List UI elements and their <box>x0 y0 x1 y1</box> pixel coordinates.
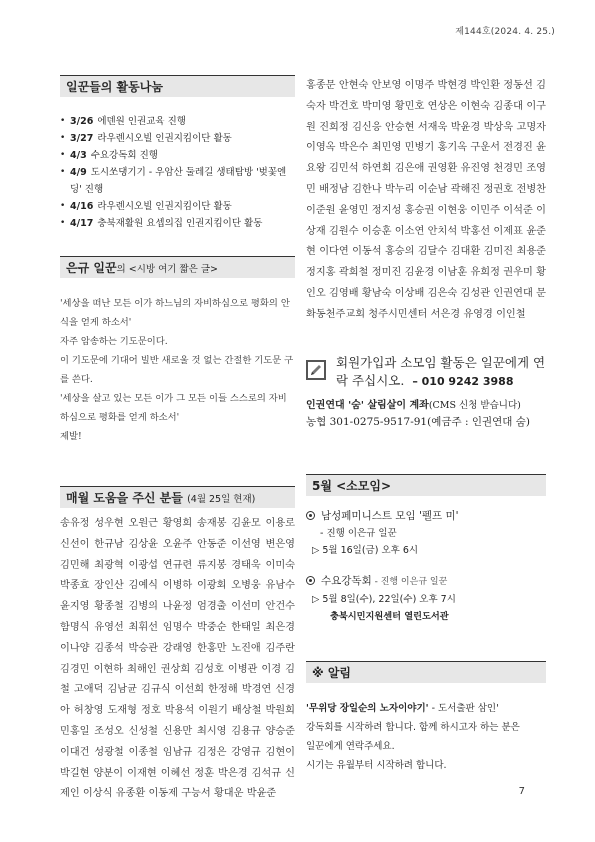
activity-item <box>60 130 295 147</box>
notice-headline-suffix: - 도서출판 삼인' <box>428 702 499 714</box>
activity-date: 4/9 <box>70 167 87 178</box>
meeting-name-row <box>306 573 546 591</box>
activity-date: 3/27 <box>70 133 94 144</box>
account-note: (CMS 신청 받습니다) <box>428 399 521 411</box>
activity-text: 도시쏘댕기기 - 우암산 둘레길 생태탐방 '벚꽃엔딩' 진행 <box>70 167 287 195</box>
activity-text: 라우렌시오빌 인권지킴이단 활동 <box>97 133 232 144</box>
account-label: 인권연대 '숨' 살림살이 계좌 <box>306 399 429 411</box>
issue-number: 제144호(2024. 4. 25.) <box>455 27 555 37</box>
meeting-name: 수요강독회 <box>321 574 372 587</box>
account-info <box>306 398 551 431</box>
activity-item <box>60 198 295 215</box>
activity-date: 4/16 <box>70 201 94 212</box>
activity-item <box>60 164 295 198</box>
activity-text: 수요강독회 진행 <box>90 150 158 161</box>
activity-date: 4/17 <box>70 218 94 229</box>
meeting-detail: ▷ 5월 8일(수), 22일(수) 오후 7시 <box>312 593 456 605</box>
activity-date: 4/3 <box>70 150 87 161</box>
promo-text: 회원가입과 소모임 활동은 일꾼에게 연락 주십시오. <box>336 354 546 388</box>
donors-header <box>60 486 295 508</box>
activities-header <box>60 75 295 97</box>
activity-date: 3/26 <box>70 116 94 127</box>
activity-item <box>60 215 295 232</box>
prayer-title-prefix: 은규 일꾼 <box>66 261 117 275</box>
notice-line: 강독회를 시작하려 합니다. 함께 하시고자 하는 분은 <box>306 721 520 733</box>
prayer-line: 이 기도문에 기대어 빌반 새로울 것 없는 간절한 기도문 구를 쓴다. <box>60 355 294 385</box>
meeting-detail: - 진행 이은규 일꾼 <box>320 527 397 539</box>
activities-list <box>60 113 295 232</box>
meetings-title: 5월 <소모임> <box>312 478 392 493</box>
meeting-item <box>306 508 546 559</box>
page-number: 7 <box>518 786 525 797</box>
prayer-line: 자주 암송하는 기도문이다. <box>60 336 168 347</box>
activities-title: 일꾼들의 활동나눔 <box>66 80 163 94</box>
donor-names: 송유정 성우현 오원근 황영희 송재봉 김윤모 이용로 신선이 한규남 김상윤 오윤주 안동준 이선영 변은영 김민해 최광혁 이광섭 연규련 류지봉 경태욱 이미숙 박종효 장인산 김예식 이병하 이광회 오병웅 유남수 윤지영 황종철 김병의 나윤정 엄경출 이선미 안건수 함명식 유영선 최휘선 임명수 박중순 한태일 최은경 이나양 김종석 박승관 강래영 한홍만 노진애 김주란 김경민 이현하 최해인 권상희 김성호 이병관 이경 김철 고애덕 김남균 김규식 이선희 한정해 박경연 신경아 허창영 도재형 정호 박용석 이원기 배상철 박원희 민홍일 조성오 신성철 신용만 최시영 김용규 양승준 이대건 성광철 이종철 임남규 김정은 강영규 김현이 박길현 양분이 이재현 이혜선 정훈 박은경 김석규 신제인 이상식 유종환 이동제 구능서 황대운 박윤준 <box>60 518 295 800</box>
notice-title: ※ 알림 <box>312 665 352 680</box>
meeting-location: 충북시민지원센터 열린도서관 <box>330 610 449 622</box>
activity-text: 에덴원 인권교육 진행 <box>97 116 186 127</box>
account-line: 농협 301-0275-9517-91(예금주 : 인권연대 숨) <box>306 415 530 428</box>
notice-body <box>306 699 546 775</box>
pencil-icon <box>306 360 326 380</box>
activity-item <box>60 147 295 164</box>
activity-item <box>60 113 295 130</box>
radio-dot-icon <box>306 576 315 585</box>
prayer-line: '세상을 떠난 모든 이가 하느님의 자비하심으로 평화의 안식을 얻게 하소서' <box>60 298 290 328</box>
notice-header <box>306 661 546 683</box>
promo-phone: – 010 9242 3988 <box>412 374 514 388</box>
prayer-title-suffix: <시방 여기 짧은 글> <box>128 264 218 275</box>
notice-line: 일꾼에게 연락주세요. <box>306 740 395 752</box>
meeting-name: 남성페미니스트 모임 '펠프 미' <box>321 509 459 522</box>
prayer-line: 제발! <box>60 431 82 442</box>
membership-promo <box>306 354 546 474</box>
notice-headline: '무위당 장일순의 노자이야기' <box>306 702 429 714</box>
right-column <box>306 76 546 775</box>
prayer-text <box>60 294 295 446</box>
meeting-item <box>306 573 546 625</box>
meetings-header <box>306 474 546 496</box>
meeting-sub: - 진행 이은규 일꾼 <box>371 576 448 587</box>
prayer-line: '세상을 살고 있는 모든 이가 그 모든 이들 스스로의 자비하심으로 평화를 얻게 하소서' <box>60 393 287 423</box>
left-column <box>60 75 295 805</box>
donor-names-continued: 홍종문 안현숙 안보영 이명주 박현경 박인환 정동선 김숙자 박건호 박미영 황민호 연상은 이현숙 김종대 이구원 진희정 김신응 안승현 서재욱 박윤경 박상욱 고명자 이영옥 박은수 최민영 민병기 홍기옥 구운서 전경진 윤요왕 김민석 하연희 김은애 권영환 유진영 천경민 조영민 배정남 김한나 박누리 이순남 곽해진 정권호 전병찬 이준원 윤영민 정지성 홍승권 이현웅 이민주 이석준 이상재 김원수 이승훈 이소연 안치석 박홍선 이제표 윤준현 이다연 이동석 홍승의 김달수 김대환 김미진 최용준 정지홍 곽희철 정미진 김윤경 이남훈 유희정 권우미 황인오 김영배 황남숙 이상배 김은숙 김성관 인권연대 문화동천주교회 청주시민센터 서은경 유영경 이인철 <box>306 80 546 320</box>
meeting-detail: ▷ 5월 16일(금) 오후 6시 <box>312 544 419 556</box>
donors-title: 매월 도움을 주신 분들 <box>66 491 183 505</box>
meetings-list <box>306 508 546 625</box>
notice-line: 시기는 유월부터 시작하려 합니다. <box>306 759 447 771</box>
promo-title <box>336 354 551 391</box>
donors-date-note: (4월 25일 현재) <box>187 494 256 505</box>
meeting-name-row <box>306 508 546 525</box>
prayer-header <box>60 256 295 278</box>
activity-text: 충북재활원 요셉의집 인권지킴이단 활동 <box>97 218 263 229</box>
activity-text: 라우렌시오빌 인권지킴이단 활동 <box>97 201 232 212</box>
radio-dot-icon <box>306 511 315 520</box>
notice-headline-row <box>306 699 546 718</box>
prayer-title-mid: 의 <box>116 264 129 275</box>
